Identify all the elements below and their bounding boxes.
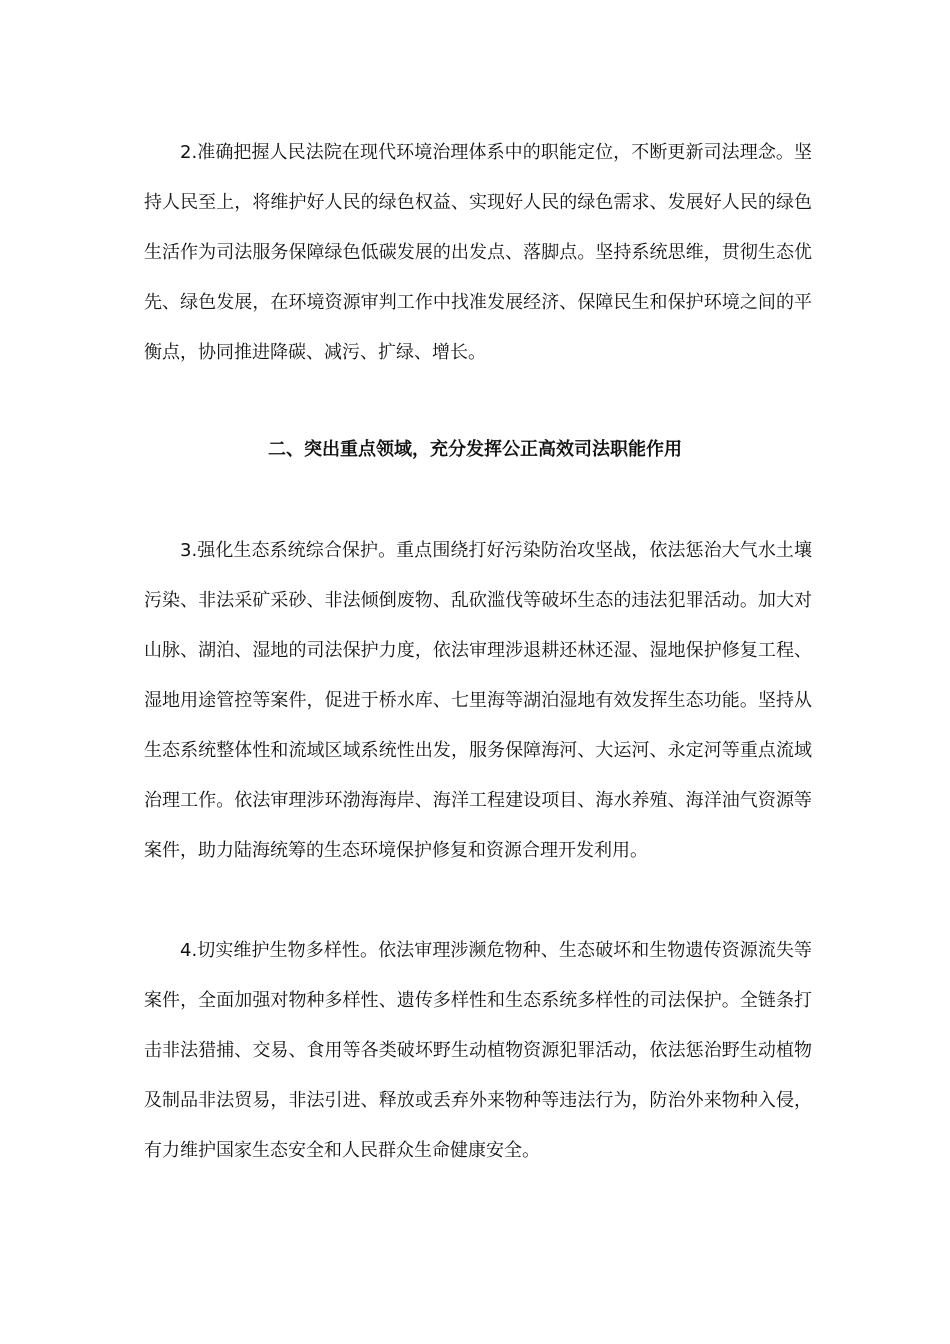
paragraph-4: 4.切实维护生物多样性。依法审理涉濒危物种、生态破坏和生物遗传资源流失等案件，全面加强对物种多样性、遗传多样性和生态系统多样性的司法保护。全链条打击非法猎捕、交易、食用等各类破坏野生动植物资源犯罪活动，依法惩治野生动植物及制品非法贸易，非法引进、释放或丢弃外来物种等违法行为，防治外来物种入侵，有力维护国家生态安全和人民群众生命健康安全。 [144, 940, 812, 1161]
paragraph-3: 3.强化生态系统综合保护。重点围绕打好污染防治攻坚战，依法惩治大气水土壤污染、非法采矿采砂、非法倾倒废物、乱砍滥伐等破坏生态的违法犯罪活动。加大对山脉、湖泊、湿地的司法保护力度，依法审理涉退耕还林还湿、湿地保护修复工程、湿地用途管控等案件，促进于桥水库、七里海等湖泊湿地有效发挥生态功能。坚持从生态系统整体性和流域区域系统性出发，服务保障海河、大运河、永定河等重点流域治理工作。依法审理涉环渤海海岸、海洋工程建设项目、海水养殖、海洋油气资源等案件，助力陆海统筹的生态环境保护修复和资源合理开发利用。 [144, 540, 812, 861]
section-heading: 二、突出重点领域，充分发挥公正高效司法职能作用 [268, 439, 682, 460]
paragraph-2: 2.准确把握人民法院在现代环境治理体系中的职能定位，不断更新司法理念。坚持人民至上，将维护好人民的绿色权益、实现好人民的绿色需求、发展好人民的绿色生活作为司法服务保障绿色低碳发展的出发点、落脚点。坚持系统思维，贯彻生态优先、绿色发展，在环境资源审判工作中找准发展经济、保障民生和保护环境之间的平衡点，协同推进降碳、减污、扩绿、增长。 [144, 142, 812, 363]
